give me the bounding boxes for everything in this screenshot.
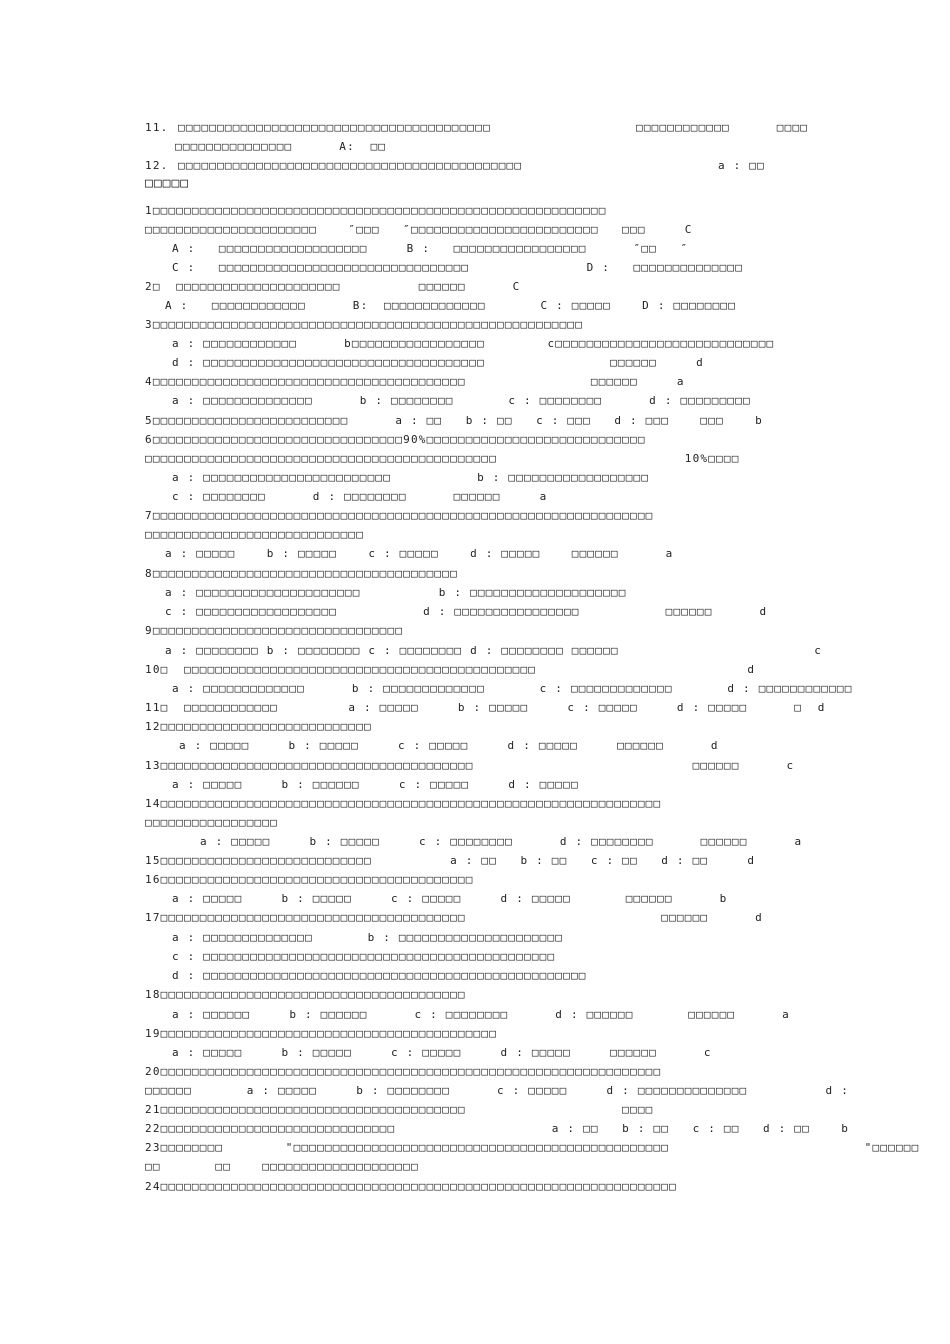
text-line: A : □□□□□□□□□□□□□□□□□□□ B : □□□□□□□□□□□□□□□□□ ″□□ ″ (172, 242, 689, 255)
text-line: c : □□□□□□□□□□□□□□□□□□ d : □□□□□□□□□□□□□□□□ □□□□□□ d (165, 605, 768, 618)
text-line: 19□□□□□□□□□□□□□□□□□□□□□□□□□□□□□□□□□□□□□□□□□□□ (145, 1027, 498, 1040)
text-line: □□□□□□□□□□□□□□□□□ (145, 816, 278, 829)
text-line: 7□□□□□□□□□□□□□□□□□□□□□□□□□□□□□□□□□□□□□□□□□□□□□□□□□□□□□□□□□□□□□□□□ (145, 509, 654, 522)
text-line: C : □□□□□□□□□□□□□□□□□□□□□□□□□□□□□□□□ D : □□□□□□□□□□□□□□ (172, 261, 744, 274)
text-line: 4□□□□□□□□□□□□□□□□□□□□□□□□□□□□□□□□□□□□□□□□ □□□□□□ a (145, 375, 685, 388)
text-line: a : □□□□□□□□□□□□ b□□□□□□□□□□□□□□□□□ c□□□□□□□□□□□□□□□□□□□□□□□□□□□□ (172, 337, 775, 350)
section-heading: □□□□□ (145, 176, 190, 191)
text-line: a : □□□□□□□□□□□□□□□□□□□□□ b : □□□□□□□□□□□□□□□□□□□□ (165, 586, 627, 599)
text-line: c : □□□□□□□□□□□□□□□□□□□□□□□□□□□□□□□□□□□□□□□□□□□□□ (172, 950, 556, 963)
q12-tail: a : □□ (718, 159, 765, 172)
text-line: 18□□□□□□□□□□□□□□□□□□□□□□□□□□□□□□□□□□□□□□□ (145, 988, 466, 1001)
text-line: 8□□□□□□□□□□□□□□□□□□□□□□□□□□□□□□□□□□□□□□□ (145, 567, 458, 580)
text-line: a : □□□□□□□□ b : □□□□□□□□ c : □□□□□□□□ d : □□□□□□□□ □□□□□□ c (165, 644, 823, 657)
text-line: a : □□□□□ b : □□□□□□ c : □□□□□ d : □□□□□ (172, 778, 579, 791)
text-line: 14□□□□□□□□□□□□□□□□□□□□□□□□□□□□□□□□□□□□□□□□□□□□□□□□□□□□□□□□□□□□□□□□ (145, 797, 662, 810)
text-line: 13□□□□□□□□□□□□□□□□□□□□□□□□□□□□□□□□□□□□□□□□ □□□□□□ c (145, 759, 795, 772)
text-line: 11□ □□□□□□□□□□□□ a : □□□□□ b : □□□□□ c : □□□□□ d : □□□□□ □ d (145, 701, 826, 714)
q11-label: 11. (145, 121, 169, 134)
text-line: 2□ □□□□□□□□□□□□□□□□□□□□□ □□□□□□ C (145, 280, 521, 293)
text-line: 5□□□□□□□□□□□□□□□□□□□□□□□□□ a : □□ b : □□ c : □□□ d : □□□ □□□ b (145, 414, 763, 427)
text-line: A : □□□□□□□□□□□□ B: □□□□□□□□□□□□□ C : □□□□□ D : □□□□□□□□ (165, 299, 737, 312)
q11-continuation: □□□□□□□□□□□□□□□ A: □□ (175, 140, 387, 153)
text-line: d : □□□□□□□□□□□□□□□□□□□□□□□□□□□□□□□□□□□□□□□□□□□□□□□□□ (172, 969, 587, 982)
text-line: 10□ □□□□□□□□□□□□□□□□□□□□□□□□□□□□□□□□□□□□□□□□□□□□□ d (145, 663, 756, 676)
text-line: □□□□□□□□□□□□□□□□□□□□□□ ″□□□ ″□□□□□□□□□□□□□□□□□□□□□□□□ □□□ C (145, 223, 693, 236)
text-line: a : □□□□□□□□□□□□□□□□□□□□□□□□ b : □□□□□□□□□□□□□□□□□□ (172, 471, 650, 484)
text-line: 22□□□□□□□□□□□□□□□□□□□□□□□□□□□□□□ a : □□ b : □□ c : □□ d : □□ b (145, 1122, 850, 1135)
text-line: a : □□□□□□□□□□□□□□ b : □□□□□□□□ c : □□□□□□□□ d : □□□□□□□□□ (172, 394, 751, 407)
text-line: □□ □□ □□□□□□□□□□□□□□□□□□□□ (145, 1160, 419, 1173)
text-line: □□□□□□□□□□□□□□□□□□□□□□□□□□□□□□□□□□□□□□□□□□□□□ 10%□□□□ (145, 452, 740, 465)
q11-text: □□□□□□□□□□□□□□□□□□□□□□□□□□□□□□□□□□□□□□□□ (178, 121, 491, 134)
text-line: a : □□□□□□□□□□□□□ b : □□□□□□□□□□□□□ c : □□□□□□□□□□□□□ d : □□□□□□□□□□□□ (172, 682, 853, 695)
text-line: 16□□□□□□□□□□□□□□□□□□□□□□□□□□□□□□□□□□□□□□□□ (145, 873, 474, 886)
text-line: a : □□□□□ b : □□□□□ c : □□□□□ d : □□□□□ □□□□□□ a (165, 547, 674, 560)
text-line: d : □□□□□□□□□□□□□□□□□□□□□□□□□□□□□□□□□□□□ □□□□□□ d (172, 356, 704, 369)
text-line: c : □□□□□□□□ d : □□□□□□□□ □□□□□□ a (172, 490, 548, 503)
q12-text: □□□□□□□□□□□□□□□□□□□□□□□□□□□□□□□□□□□□□□□□□□□□ (178, 159, 523, 172)
text-line: 1□□□□□□□□□□□□□□□□□□□□□□□□□□□□□□□□□□□□□□□□□□□□□□□□□□□□□□□□□□ (145, 204, 607, 217)
text-line: 12□□□□□□□□□□□□□□□□□□□□□□□□□□□ (145, 720, 372, 733)
text-line: a : □□□□□□ b : □□□□□□ c : □□□□□□□□ d : □□□□□□ □□□□□□ a (172, 1008, 790, 1021)
text-line: 24□□□□□□□□□□□□□□□□□□□□□□□□□□□□□□□□□□□□□□□□□□□□□□□□□□□□□□□□□□□□□□□□□□ (145, 1180, 677, 1193)
text-line: □□□□□□□□□□□□□□□□□□□□□□□□□□□□ (145, 528, 365, 541)
text-line: a : □□□□□ b : □□□□□ c : □□□□□□□□ d : □□□□□□□□ □□□□□□ a (200, 835, 803, 848)
text-line: a : □□□□□ b : □□□□□ c : □□□□□ d : □□□□□ □□□□□□ b (172, 892, 728, 905)
text-line: 21□□□□□□□□□□□□□□□□□□□□□□□□□□□□□□□□□□□□□□□ □□□□ (145, 1103, 654, 1116)
text-line: 17□□□□□□□□□□□□□□□□□□□□□□□□□□□□□□□□□□□□□□□ □□□□□□ d (145, 911, 763, 924)
q12-label: 12. (145, 159, 169, 172)
text-line: 6□□□□□□□□□□□□□□□□□□□□□□□□□□□□□□□□90%□□□□□□□□□□□□□□□□□□□□□□□□□□□□ (145, 433, 646, 446)
text-line: 3□□□□□□□□□□□□□□□□□□□□□□□□□□□□□□□□□□□□□□□□□□□□□□□□□□□□□□□ (145, 318, 584, 331)
text-line: 9□□□□□□□□□□□□□□□□□□□□□□□□□□□□□□□□ (145, 624, 404, 637)
text-line: □□□□□□ a : □□□□□ b : □□□□□□□□ c : □□□□□ d : □□□□□□□□□□□□□□ d : (145, 1084, 850, 1097)
text-line: 23□□□□□□□□ "□□□□□□□□□□□□□□□□□□□□□□□□□□□□□□□□□□□□□□□□□□□□□□□□ "□□□□□□ (145, 1141, 920, 1154)
text-line: a : □□□□□□□□□□□□□□ b : □□□□□□□□□□□□□□□□□□□□□ (172, 931, 564, 944)
text-line: a : □□□□□ b : □□□□□ c : □□□□□ d : □□□□□ □□□□□□ c (172, 1046, 712, 1059)
text-line: 15□□□□□□□□□□□□□□□□□□□□□□□□□□□ a : □□ b : □□ c : □□ d : □□ d (145, 854, 756, 867)
q11-tail: □□□□□□□□□□□□ □□□□ (636, 121, 809, 134)
text-line: a : □□□□□ b : □□□□□ c : □□□□□ d : □□□□□ □□□□□□ d (179, 739, 719, 752)
text-line: 20□□□□□□□□□□□□□□□□□□□□□□□□□□□□□□□□□□□□□□□□□□□□□□□□□□□□□□□□□□□□□□□□ (145, 1065, 662, 1078)
